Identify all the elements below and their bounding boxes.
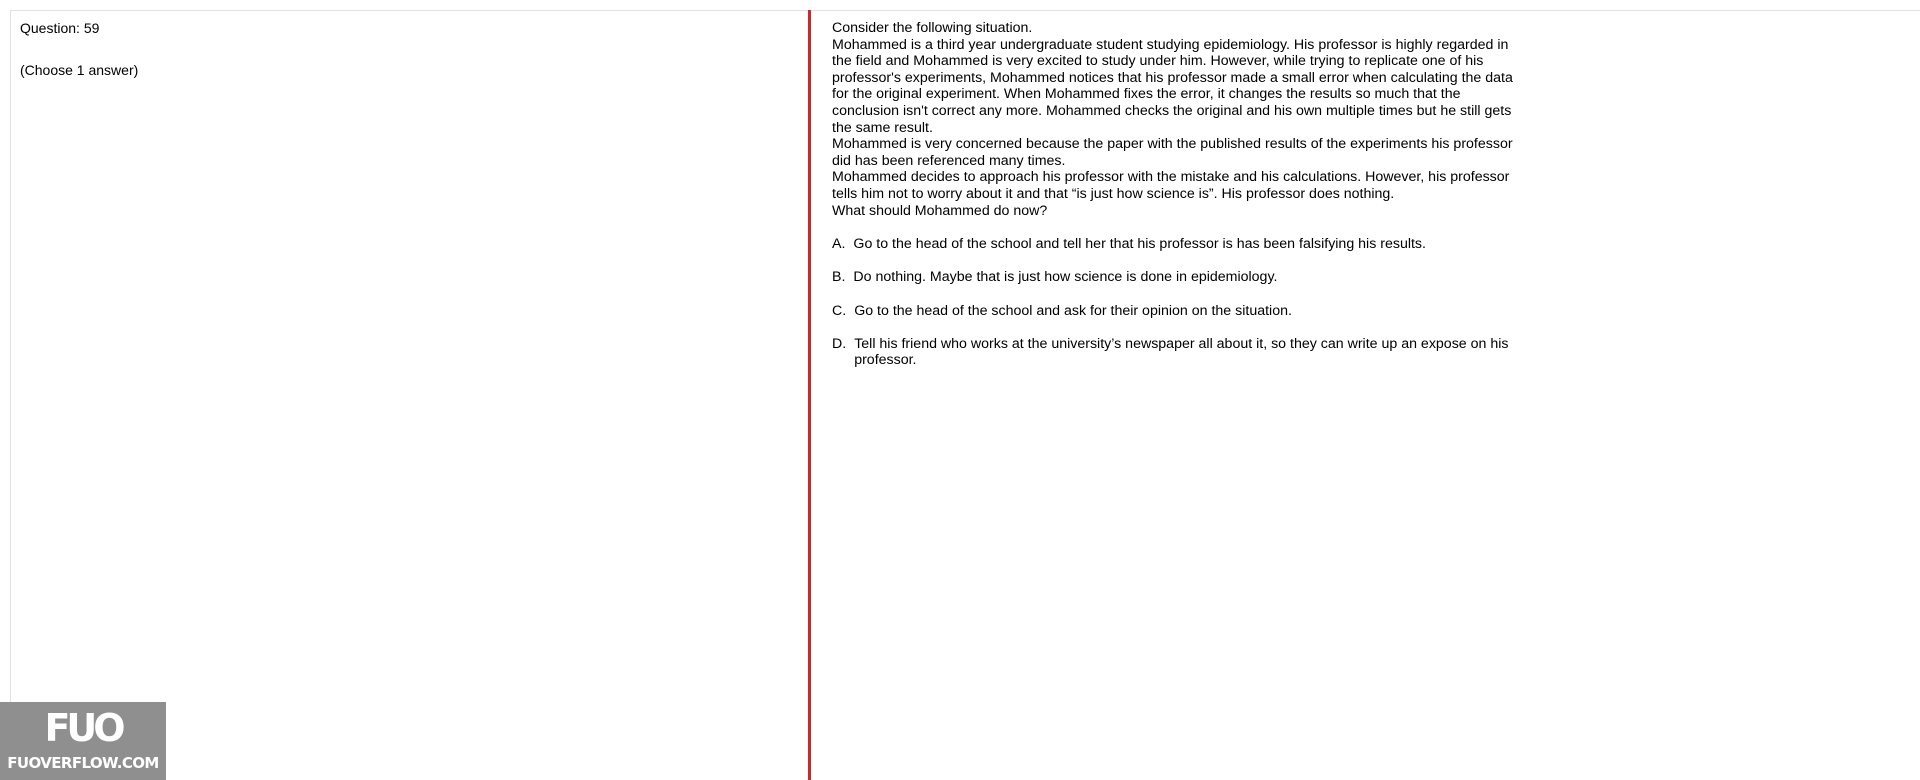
answer-text: Go to the head of the school and tell her that his professor is has been falsifying his results. [853,236,1426,253]
answer-option-a[interactable] [832,236,1552,253]
question-line: Consider the following situation. [832,20,1033,36]
question-line: the field and Mohammed is very excited to study under him. However, while trying to replicate one of his [832,53,1484,70]
answer-letter: B. [832,269,846,286]
answer-letter: A. [832,236,846,253]
watermark-logo [0,702,166,780]
choose-answer-hint: (Choose 1 answer) [20,62,139,78]
question-content-pane [832,20,1552,385]
question-line: Mohammed is a third year undergraduate student studying epidemiology. His professor is highly regarded in [832,36,1509,53]
question-line: conclusion isn't correct any more. Mohammed checks the original and his own multiple times but he still gets [832,102,1512,119]
answer-option-c[interactable] [832,303,1552,320]
answer-text: Tell his friend who works at the university’s newspaper all about it, so they can write up an expose on his professor. [854,335,1509,369]
watermark-logo-text: FUO [44,706,122,750]
answer-letter: C. [832,302,847,319]
answer-options [832,236,1552,369]
question-info-pane [10,11,809,780]
answer-text: Go to the head of the school and ask for their opinion on the situation. [854,302,1292,319]
pane-divider [808,10,811,780]
answer-letter: D. [832,335,847,352]
question-line: professor's experiments, Mohammed notices that his professor made a small error when calculating the data [832,69,1513,86]
answer-option-b[interactable] [832,269,1552,286]
question-line: the same result. [832,119,933,136]
question-line: tells him not to worry about it and that “is just how science is”. His professor does nothing. [832,185,1395,202]
question-text [832,20,1552,219]
question-line: for the original experiment. When Mohammed fixes the error, it changes the results so much that the [832,86,1461,103]
answer-option-d[interactable] [832,336,1552,369]
watermark-site-text: FUOVERFLOW.COM [7,754,159,772]
question-number: Question: 59 [20,20,100,36]
answer-text: Do nothing. Maybe that is just how science is done in epidemiology. [853,269,1278,286]
question-line: Mohammed decides to approach his professor with the mistake and his calculations. However, his professor [832,169,1510,186]
question-line: Mohammed is very concerned because the paper with the published results of the experiments his professor [832,136,1513,153]
question-line: did has been referenced many times. [832,152,1066,169]
question-line: What should Mohammed do now? [832,202,1048,219]
